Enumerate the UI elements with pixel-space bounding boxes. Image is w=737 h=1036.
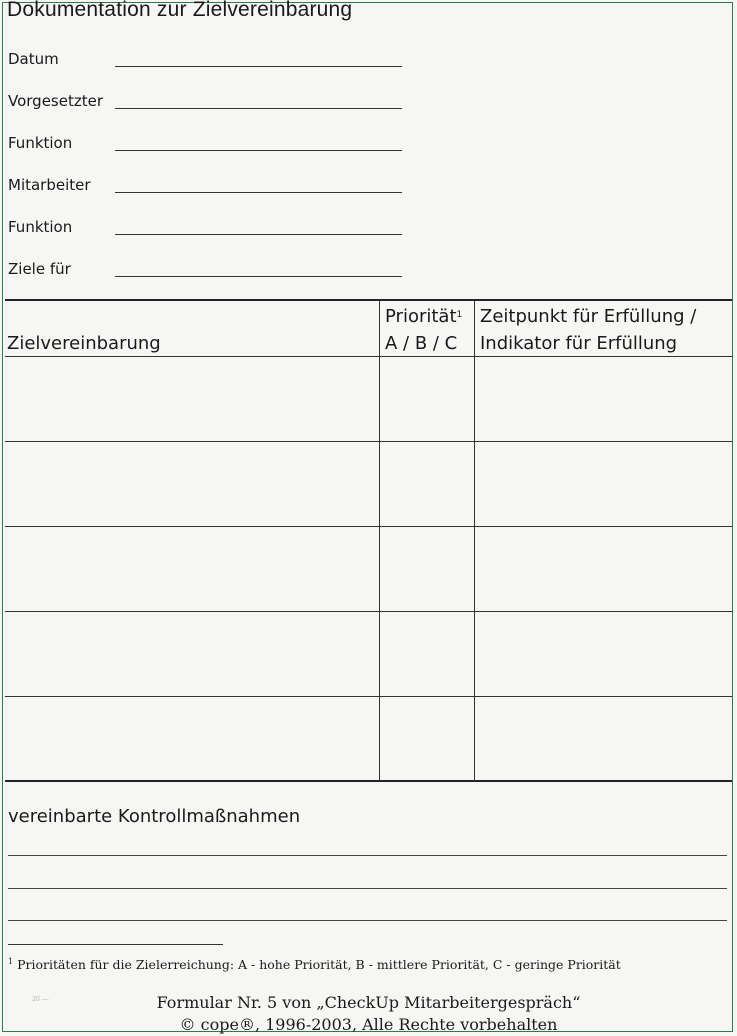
page-mark: 20 — [32, 996, 49, 1003]
footnote-marker: 1 [456, 310, 463, 320]
table-row-rule [5, 526, 732, 527]
field-line-mitarbeiter[interactable] [115, 192, 402, 193]
table-row-rule [5, 611, 732, 612]
table-col-divider [379, 300, 380, 781]
field-line-funktion-1[interactable] [115, 150, 402, 151]
table-col-divider [474, 300, 475, 781]
goal-cell[interactable] [6, 613, 378, 695]
table-top-rule [5, 299, 732, 301]
control-measures-heading: vereinbarte Kontrollmaßnahmen [8, 806, 301, 827]
field-label-funktion-2: Funktion [8, 218, 73, 236]
table-row-rule [5, 441, 732, 442]
field-line-datum[interactable] [115, 66, 402, 67]
field-line-funktion-2[interactable] [115, 234, 402, 235]
copyright-notice: © cope®, 1996-2003, Alle Rechte vorbehalten [179, 1015, 558, 1034]
footnote [8, 957, 621, 972]
table-bottom-rule [5, 780, 732, 782]
control-measures-line[interactable] [8, 855, 727, 856]
goal-cell[interactable] [6, 443, 378, 525]
column-header-zeitpunkt: Zeitpunkt für Erfüllung / [480, 306, 697, 327]
field-line-vorgesetzter[interactable] [115, 108, 402, 109]
footnote-rule [8, 944, 223, 945]
footnote-number: 1 [8, 957, 14, 966]
field-label-mitarbeiter: Mitarbeiter [8, 176, 91, 194]
column-header-abc: A / B / C [385, 333, 458, 354]
column-header-indikator: Indikator für Erfüllung [480, 333, 678, 354]
field-label-datum: Datum [8, 50, 59, 68]
field-line-ziele-fuer[interactable] [115, 276, 402, 277]
column-header-zielvereinbarung: Zielvereinbarung [7, 333, 161, 354]
formular-caption: Formular Nr. 5 von „CheckUp Mitarbeitergespräch“ [156, 993, 581, 1012]
document-title: Dokumentation zur Zielvereinbarung [7, 0, 353, 21]
control-measures-line[interactable] [8, 888, 727, 889]
goal-cell[interactable] [6, 528, 378, 610]
goal-cell[interactable] [6, 358, 378, 440]
goal-cell[interactable] [6, 698, 378, 779]
column-header-prioritaet [385, 304, 462, 330]
control-measures-line[interactable] [8, 920, 727, 921]
field-label-ziele-fuer: Ziele für [8, 260, 71, 278]
footnote-text: Prioritäten für die Zielerreichung: A - hohe Priorität, B - mittlere Priorität, C - geringe Priorität [13, 957, 621, 972]
prioritaet-label: Priorität [385, 306, 457, 327]
field-label-vorgesetzter: Vorgesetzter [8, 92, 104, 110]
table-row-rule [5, 696, 732, 697]
field-label-funktion-1: Funktion [8, 134, 73, 152]
